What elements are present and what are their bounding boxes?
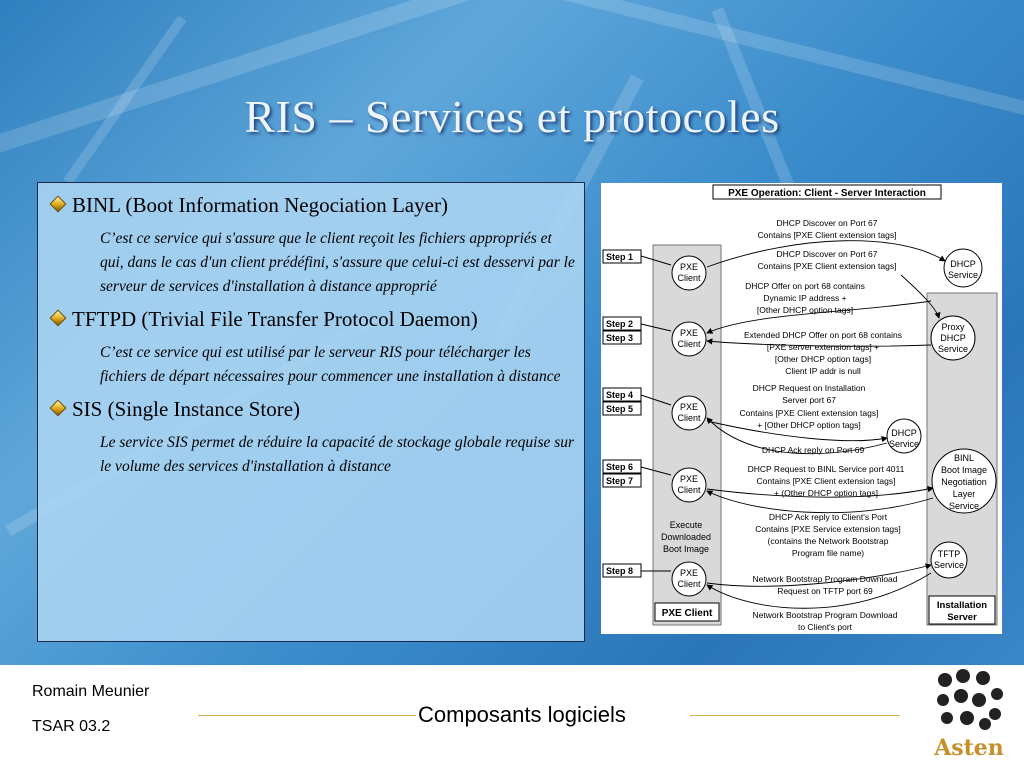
step-label: Step 6	[606, 462, 634, 472]
node-label: Client	[677, 579, 701, 589]
content-box	[37, 182, 585, 642]
message-label: Network Bootstrap Program Download	[752, 574, 898, 584]
node-label: Client	[677, 339, 701, 349]
footer-topic: Composants logiciels	[418, 702, 626, 727]
node-label: Downloaded	[660, 532, 712, 542]
bullet-description: C’est ce service qui est utilisé par le serveur RIS pour télécharger les fichiers de départ nécessaires pour commencer une installation à distance	[100, 344, 561, 385]
message-label: Contains [PXE Client extension tags]	[739, 408, 879, 418]
step-label: Step 2	[606, 319, 634, 329]
client-label: PXE Client	[661, 608, 713, 619]
message-label: to Client's port	[797, 622, 853, 632]
message-label: DHCP Ack reply to Client's Port	[768, 512, 888, 522]
node-label: PXE	[679, 402, 699, 412]
message-label: [PXE server extension tags] +	[766, 342, 880, 352]
message-label: DHCP Request to BINL Service port 4011	[747, 464, 905, 474]
bullet-heading: BINL (Boot Information Negociation Layer)	[72, 193, 448, 217]
message-label: [Other DHCP option tags]	[756, 305, 854, 315]
message-label: DHCP Discover on Port 67	[776, 249, 878, 259]
bullet-heading: SIS (Single Instance Store)	[72, 397, 301, 421]
step-label: Step 3	[606, 333, 634, 343]
pxe-diagram	[601, 183, 1002, 634]
message-label: Extended DHCP Offer on port 68 contains	[744, 330, 902, 340]
step-label: Step 7	[606, 476, 634, 486]
logo-text: Asten	[934, 735, 1004, 761]
diamond-bullet-icon	[50, 310, 67, 327]
node-label: Service	[948, 501, 980, 511]
node-label: PXE	[679, 262, 699, 272]
footer-author: Romain Meunier	[32, 683, 150, 700]
message-label: Client IP addr is null	[785, 366, 861, 376]
message-label: DHCP Discover on Port 67	[776, 218, 878, 228]
footer-course: TSAR 03.2	[32, 718, 111, 735]
diamond-bullet-icon	[50, 400, 67, 417]
message-label: [Other DHCP option tags]	[774, 354, 872, 364]
message-label: Contains [PXE Client extension tags]	[757, 230, 897, 240]
message-label: Contains [PXE Client extension tags]	[757, 261, 897, 271]
step-label: Step 5	[606, 404, 634, 414]
node-label: Boot Image	[662, 544, 710, 554]
node-label: PXE	[679, 328, 699, 338]
node-label: Service	[947, 270, 979, 280]
node-label: Execute	[669, 520, 703, 530]
message-label: DHCP Offer on port 68 contains	[745, 281, 865, 291]
message-label: Server port 67	[782, 395, 836, 405]
diamond-bullet-icon	[50, 196, 67, 213]
message-label: Network Bootstrap Program Download	[752, 610, 898, 620]
diagram-title: PXE Operation: Client - Server Interaction	[728, 188, 926, 199]
step-label: Step 1	[606, 252, 634, 262]
node-label: Client	[677, 273, 701, 283]
bullet-sis	[48, 395, 576, 423]
message-label: Contains [PXE Client extension tags]	[756, 476, 896, 486]
step-labels	[603, 250, 641, 577]
node-label: Negotiation	[941, 477, 987, 487]
message-labels	[740, 218, 905, 632]
message-label: Contains [PXE Service extension tags]	[755, 524, 901, 534]
server-label: Server	[947, 612, 977, 623]
node-label: TFTP	[937, 549, 961, 559]
node-label: Service	[937, 344, 969, 354]
message-label: Program file name)	[791, 548, 865, 558]
message-label: + (Other DHCP option tags]	[773, 488, 879, 498]
step-label: Step 8	[606, 566, 634, 576]
node-label: Service	[933, 560, 965, 570]
node-label: Client	[677, 413, 701, 423]
node-label: Boot Image	[940, 465, 988, 475]
bullet-description: C’est ce service qui s'assure que le client reçoit les fichiers appropriés et qui, dans le cas d'un client prédéfini, s'assure que celui-ci est desservi par le serveur de services d'installation à distance approprié	[100, 230, 575, 295]
message-label: DHCP Request on Installation	[752, 383, 866, 393]
bullet-tftpd	[48, 305, 576, 333]
node-label: Service	[888, 439, 920, 449]
slide-title: RIS – Services et protocoles	[244, 91, 780, 142]
message-label: + [Other DHCP option tags]	[757, 420, 861, 430]
node-label: Proxy	[941, 322, 965, 332]
bullet-description: Le service SIS permet de réduire la capacité de stockage globale requise sur le volume des services d'installation à distance	[100, 434, 575, 475]
message-label: Dynamic IP address +	[763, 293, 847, 303]
node-label: DHCP	[891, 428, 917, 438]
footer-line-left	[198, 715, 416, 716]
node-label: PXE	[679, 474, 699, 484]
server-label: Installation	[936, 600, 988, 611]
bullet-heading: TFTPD (Trivial File Transfer Protocol Daemon)	[72, 307, 478, 331]
node-label: DHCP	[950, 259, 976, 269]
node-label: PXE	[679, 568, 699, 578]
node-label: DHCP	[940, 333, 966, 343]
footer-line-right	[690, 715, 900, 716]
node-label: BINL	[953, 453, 975, 463]
message-label: (contains the Network Bootstrap	[767, 536, 889, 546]
message-label: DHCP Ack reply on Port 69	[761, 445, 865, 455]
step-label: Step 4	[606, 390, 634, 400]
node-label: Layer	[952, 489, 976, 499]
message-label: Request on TFTP port 69	[777, 586, 873, 596]
bullet-binl	[48, 191, 576, 219]
node-label: Client	[677, 485, 701, 495]
